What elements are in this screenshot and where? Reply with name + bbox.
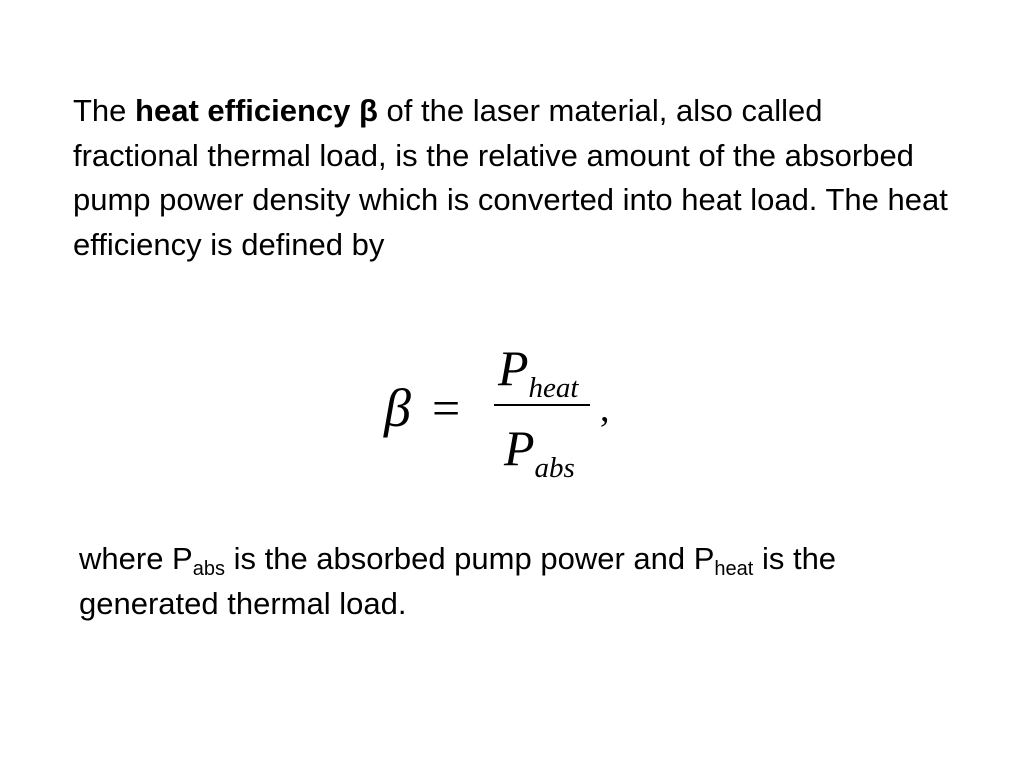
numerator-subscript: heat bbox=[528, 372, 579, 404]
equation-denominator bbox=[504, 418, 575, 486]
intro-text-rest: of the laser material, also called fractional thermal load, is the relative amount of the absorbed pump power density which is converted into heat load. The heat efficiency is defined by bbox=[73, 93, 948, 262]
equation-trailing-comma: , bbox=[600, 388, 610, 430]
numerator-symbol: P bbox=[498, 340, 529, 396]
intro-bold-term: heat efficiency β bbox=[135, 93, 378, 128]
equation-equals-sign: = bbox=[432, 380, 461, 436]
heat-efficiency-equation bbox=[380, 338, 640, 488]
where-paragraph bbox=[79, 537, 959, 626]
intro-paragraph bbox=[73, 89, 953, 267]
intro-text-start: The bbox=[73, 93, 136, 128]
denominator-subscript: abs bbox=[534, 452, 575, 484]
where-text-start: where P bbox=[79, 541, 193, 576]
denominator-symbol: P bbox=[504, 420, 535, 476]
where-text-end: is the generated thermal load. bbox=[79, 541, 837, 621]
equation-beta-symbol: β bbox=[384, 378, 411, 438]
where-sub-heat: heat bbox=[714, 558, 754, 580]
where-text-middle: is the absorbed pump power and P bbox=[224, 541, 715, 576]
where-sub-abs: abs bbox=[192, 558, 225, 580]
equation-numerator bbox=[498, 338, 578, 406]
fraction-bar bbox=[494, 404, 590, 406]
